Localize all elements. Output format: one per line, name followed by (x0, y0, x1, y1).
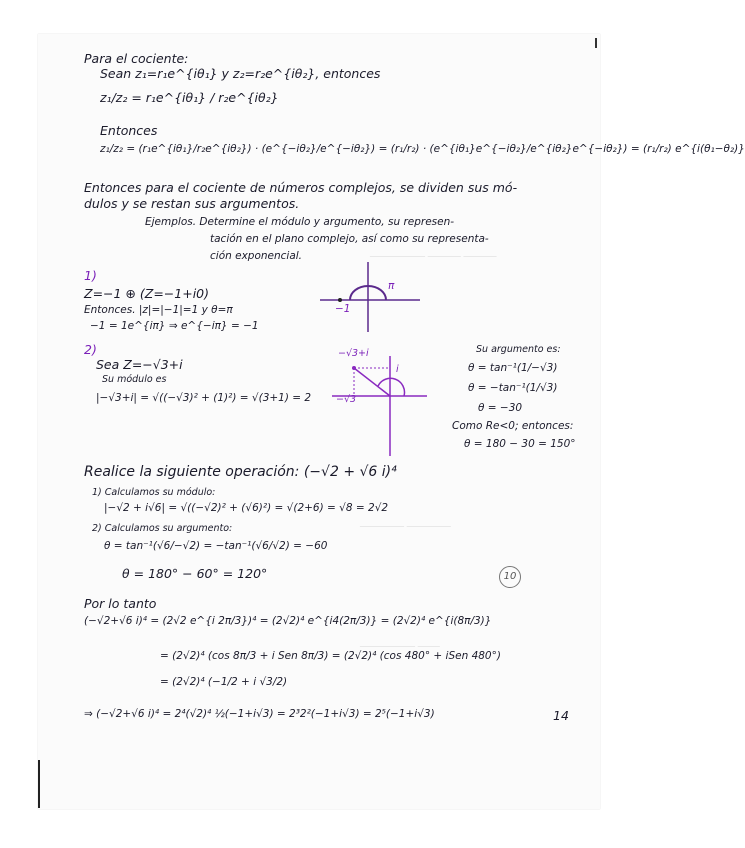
result-line-1: (−√2+√6 i)⁴ = (2√2 e^{i 2π/3})⁴ = (2√2)⁴ e^{i4(2π/3)} = (2√2)⁴ e^{i(8π/3)} (84, 615, 492, 627)
operation-heading: Realice la siguiente operación: (−√2 + √6 i)⁴ (84, 464, 397, 480)
example-2-line: Sea Z=−√3+i (96, 357, 183, 372)
conclusion-line: Entonces para el cociente de números complejos, se dividen sus mó- (84, 180, 518, 195)
argument-line: θ = −tan⁻¹(1/√3) (468, 382, 558, 394)
step-2-result: θ = 180° − 60° = 120° (122, 566, 268, 581)
example-1-number: 1) (84, 268, 97, 283)
complex-plane-figure-1 (320, 262, 420, 332)
page-number: 14 (553, 708, 569, 723)
figure1-angle-label: π (388, 280, 395, 292)
conclusion-line: dulos y se restan sus argumentos. (84, 196, 300, 211)
final-result: ⇒ (−√2+√6 i)⁴ = 2⁴(√2)⁴ ½(−1+i√3) = 2³2²(−1+i√3) = 2⁵(−1+i√3) (84, 708, 435, 720)
figure2-y-label: i (396, 364, 399, 375)
argument-line: θ = 180 − 30 = 150° (464, 438, 576, 450)
result-line-3: = (2√2)⁴ (−1/2 + i √3/2) (160, 676, 288, 688)
circled-mark: 10 (499, 566, 521, 588)
scan-edge (595, 38, 597, 48)
argument-line: θ = −30 (478, 402, 523, 414)
argument-line: Como Re<0; entonces: (452, 420, 574, 432)
entonces-label: Entonces (100, 123, 158, 138)
example-2-number: 2) (84, 342, 97, 357)
definition-line: Sean z₁=r₁e^{iθ₁} y z₂=r₂e^{iθ₂}, entonces (100, 66, 381, 81)
step-2-label: 2) Calculamos su argumento: (92, 523, 233, 534)
derivation-line: z₁/z₂ = (r₁e^{iθ₁}/r₂e^{iθ₂}) · (e^{−iθ₂}/e^{−iθ₂}) = (r₁/r₂) · (e^{iθ₁}e^{−iθ₂}/e^{iθ₂}e^{−iθ₂}) = (r₁/r₂) e^{i(θ₁−θ₂)} (100, 143, 745, 155)
examples-line: tación en el plano complejo, así como su representa- (210, 233, 489, 245)
step-2-argument: θ = tan⁻¹(√6/−√2) = −tan⁻¹(√6/√2) = −60 (104, 540, 328, 552)
scan-edge (38, 760, 40, 808)
figure1-point-label: −1 (335, 303, 351, 315)
example-1-line: Z=−1 ⊕ (Z=−1+i0) (84, 286, 209, 301)
heading-cociente: Para el cociente: (84, 51, 189, 66)
examples-line: Ejemplos. Determine el módulo y argumento, su represen- (145, 216, 455, 228)
examples-line: ción exponencial. (210, 250, 303, 262)
result-line-2: = (2√2)⁴ (cos 8π/3 + i Sen 8π/3) = (2√2)⁴ (cos 480° + iSen 480°) (160, 650, 501, 662)
example-2-modulus: |−√3+i| = √((−√3)² + (1)²) = √(3+1) = 2 (96, 392, 312, 404)
bleed-through-text: ————— ——— ——— (370, 250, 497, 262)
quotient-formula: z₁/z₂ = r₁e^{iθ₁} / r₂e^{iθ₂} (100, 90, 279, 105)
example-1-line: Entonces. |z|=|−1|=1 y θ=π (84, 304, 233, 316)
example-1-line: −1 = 1e^{iπ} ⇒ e^{−iπ} = −1 (90, 320, 259, 332)
bleed-through-text: ———— ———— (360, 520, 451, 532)
argument-label: Su argumento es: (476, 344, 561, 355)
figure2-x-label: −√3 (336, 394, 357, 405)
bleed-through-text: ————— —— (360, 640, 440, 652)
complex-plane-figure-2 (332, 356, 432, 456)
argument-line: θ = tan⁻¹(1/−√3) (468, 362, 558, 374)
por-lo-tanto: Por lo tanto (84, 596, 157, 611)
step-1-label: 1) Calculamos su módulo: (92, 487, 216, 498)
example-2-line: Su módulo es (102, 374, 167, 385)
figure2-point-label: −√3+i (338, 348, 369, 359)
step-1-modulus: |−√2 + i√6| = √((−√2)² + (√6)²) = √(2+6) = √8 = 2√2 (104, 502, 389, 514)
